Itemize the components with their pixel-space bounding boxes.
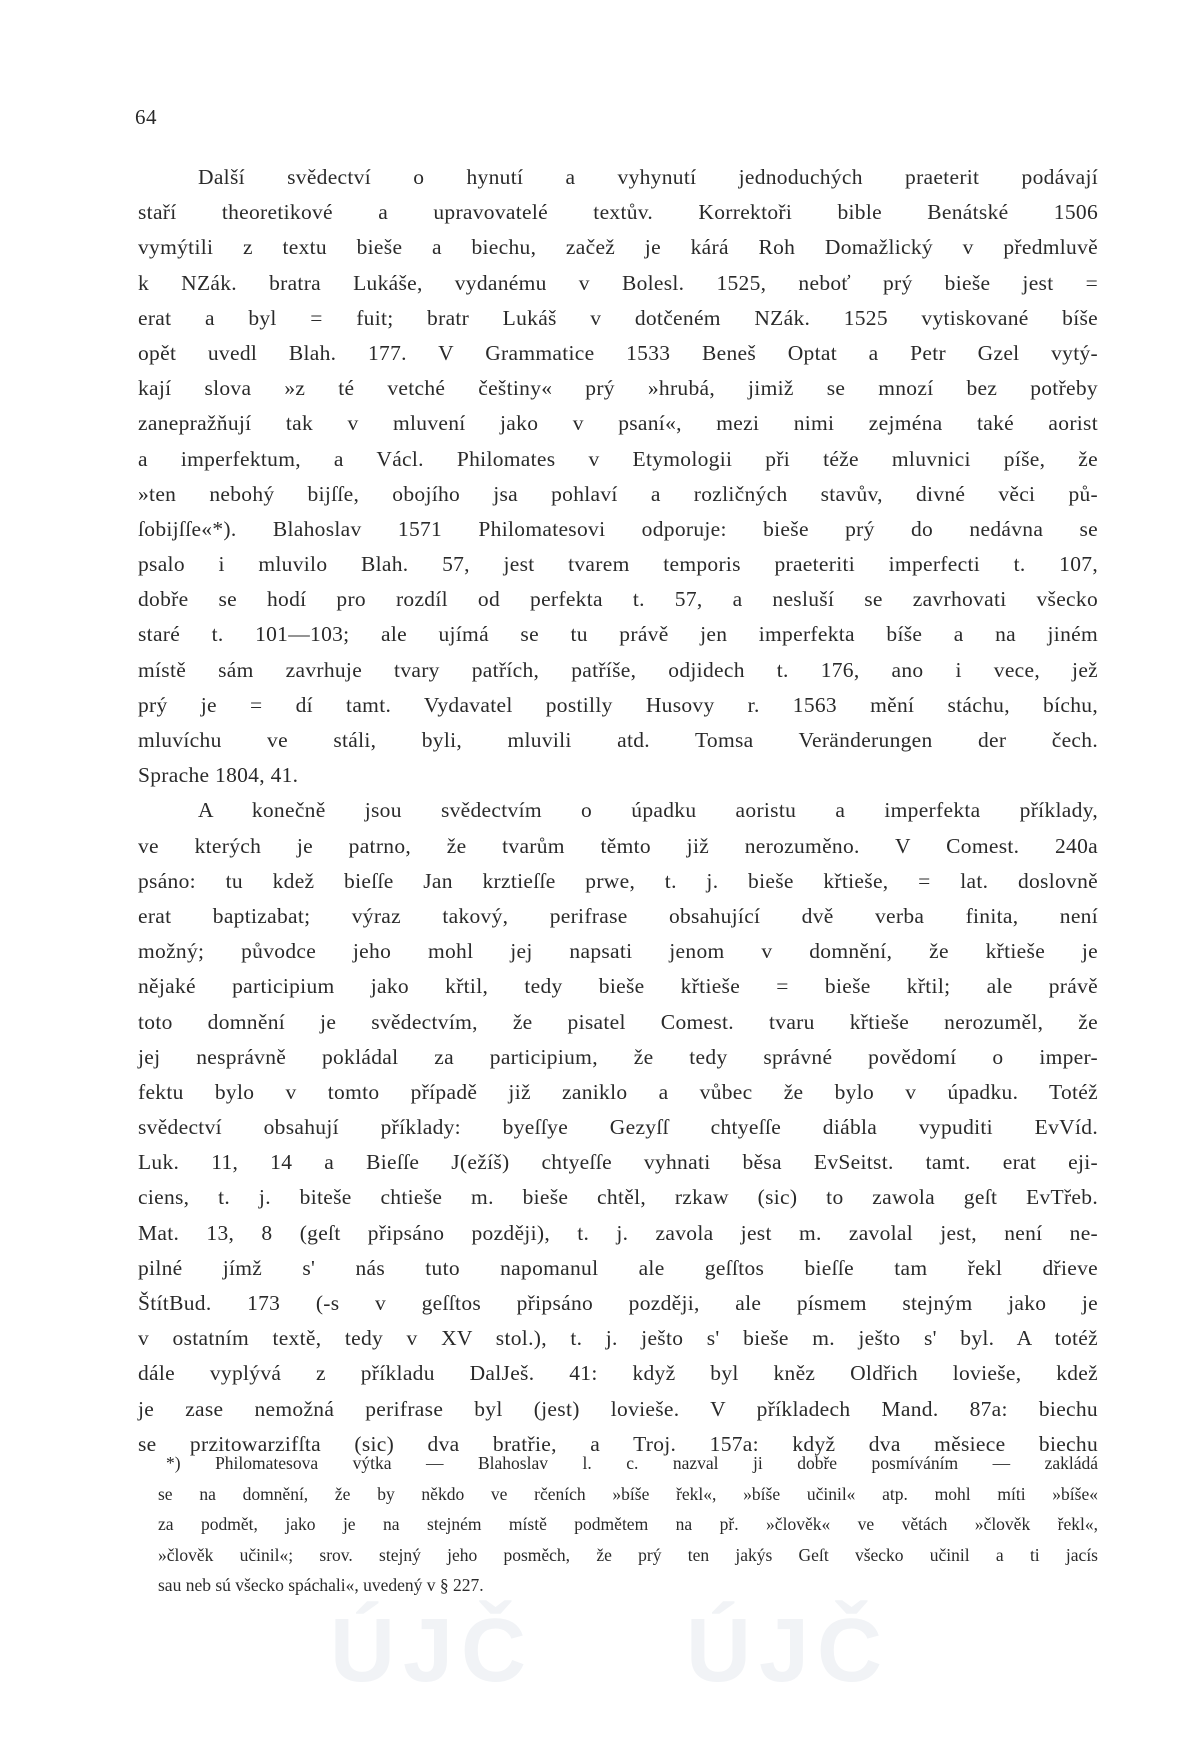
text-line: zanepražňují tak v mluvení jako v psaní«, mezi nimi zejména také aorist <box>138 411 1098 436</box>
text-line: je zase nemožná perifrase byl (jest) lovieše. V příkladech Mand. 87a: biechu <box>138 1396 1098 1421</box>
text-line: svědectví obsahují příklady: byeſſye Gezyſſ chtyeſſe diábla vypuditi EvVíd. <box>138 1115 1098 1140</box>
body-text <box>138 160 1098 1462</box>
text-line: Sprache 1804, 41. <box>138 763 299 788</box>
text-line: staré t. 101—103; ale ujímá se tu právě jen imperfekta bíše a na jiném <box>138 622 1098 647</box>
text-line: možný; původce jeho mohl jej napsati jenom v domnění, že křtieše je <box>138 939 1098 964</box>
text-line: se przitowarzifſta (sic) dva bratřie, a Troj. 157a: když dva měsiece biechu <box>138 1431 1098 1456</box>
footnote-line: se na domnění, že by někdo ve rčeních »bíše řekl«, »bíše učinil« atp. mohl míti »bíše« <box>158 1483 1098 1504</box>
text-line: k NZák. bratra Lukáše, vydanému v Bolesl. 1525, neboť prý bieše jest = <box>138 270 1098 295</box>
text-line: staří theoretikové a upravovatelé textův. Korrektoři bible Benátské 1506 <box>138 200 1098 225</box>
page-number: 64 <box>135 105 157 129</box>
text-line: ciens, t. j. biteše chtieše m. bieše chtěl, rzkaw (sic) to zawola geſt EvTřeb. <box>138 1185 1098 1210</box>
text-line: opět uvedl Blah. 177. V Grammatice 1533 Beneš Optat a Petr Gzel vytý- <box>138 340 1098 365</box>
text-line: pilné jímž s' nás tuto napomanul ale geſſtos bieſſe tam řekl dřieve <box>138 1255 1098 1280</box>
watermark-text: ÚJČ <box>330 1601 535 1701</box>
text-line: Mat. 13, 8 (geſt připsáno později), t. j. zavola jest m. zavolal jest, není ne- <box>138 1220 1098 1245</box>
text-line: psalo i mluvilo Blah. 57, jest tvarem temporis praeteriti imperfecti t. 107, <box>138 552 1098 577</box>
text-line: vymýtili z textu bieše a biechu, začež je kárá Roh Domažlický v předmluvě <box>138 235 1098 260</box>
text-line: v ostatním textě, tedy v XV stol.), t. j. ješto s' bieše m. ješto s' byl. A totéž <box>138 1326 1098 1351</box>
text-line: fektu bylo v tomto případě již zaniklo a vůbec že bylo v úpadku. Totéž <box>138 1079 1098 1104</box>
text-line: místě sám zavrhuje tvary patřích, patříše, odjidech t. 176, ano i vece, jež <box>138 657 1098 682</box>
watermark <box>330 1600 890 1703</box>
text-line: A konečně jsou svědectvím o úpadku aoristu a imperfekta příklady, <box>198 798 1098 823</box>
text-line: jej nesprávně pokládal za participium, že tedy správné povědomí o imper- <box>138 1044 1098 1069</box>
text-line: mluvíchu ve stáli, byli, mluvili atd. Tomsa Veränderungen der čech. <box>138 728 1098 752</box>
watermark-text: ÚJČ <box>685 1601 890 1701</box>
text-line: ŠtítBud. 173 (-s v geſſtos připsáno později, ale písmem stejným jako je <box>138 1291 1098 1315</box>
text-line: kají slova »z té vetché češtiny« prý »hrubá, jimiž se mnozí bez potřeby <box>138 376 1098 401</box>
text-line: dobře se hodí pro rozdíl od perfekta t. 57, a nesluší se zavrhovati všecko <box>138 587 1098 612</box>
footnote-line: sau neb sú všecko spáchali«, uvedený v § 227. <box>158 1575 484 1595</box>
text-line: Další svědectví o hynutí a vyhynutí jednoduchých praeterit podávají <box>198 165 1098 189</box>
text-line: Luk. 11, 14 a Bieſſe J(ežíš) chtyeſſe vyhnati běsa EvSeitst. tamt. erat eji- <box>138 1150 1098 1175</box>
text-line: a imperfektum, a Václ. Philomates v Etymologii při téže mluvnici píše, že <box>138 446 1098 471</box>
text-line: dále vyplývá z příkladu DalJeš. 41: když byl kněz Oldřich lovieše, kdež <box>138 1361 1098 1386</box>
text-line: »ten nebohý bijſſe, obojího jsa pohlaví a rozličných stavův, divné věci pů- <box>138 481 1098 506</box>
footnotes <box>158 1448 1098 1601</box>
text-line: erat a byl = fuit; bratr Lukáš v dotčeném NZák. 1525 vytiskované bíše <box>138 305 1098 330</box>
text-line: psáno: tu kdež bieſſe Jan krztieſſe prwe, t. j. bieše křtieše, = lat. doslovně <box>138 868 1098 893</box>
footnote-line: *) Philomatesova výtka — Blahoslav l. c. nazval ji dobře posmíváním — zakládá <box>166 1453 1098 1473</box>
text-line: toto domnění je svědectvím, že pisatel Comest. tvaru křtieše nerozuměl, že <box>138 1009 1098 1034</box>
footnote-line: »člověk učinil«; srov. stejný jeho posměch, že prý ten jakýs Geſt všecko učinil a ti jacís <box>158 1544 1098 1565</box>
text-line: ſobijſſe«*). Blahoslav 1571 Philomatesovi odporuje: bieše prý do nedávna se <box>138 516 1098 541</box>
text-line: erat baptizabat; výraz takový, perifrase obsahující dvě verba finita, není <box>138 903 1098 928</box>
text-line: ve kterých je patrno, že tvarům těmto již nerozuměno. V Comest. 240a <box>138 833 1098 858</box>
footnote-line: za podmět, jako je na stejném místě podmětem na př. »člověk« ve větách »člověk řekl«, <box>158 1514 1098 1534</box>
text-line: nějaké participium jako křtil, tedy bieše křtieše = bieše křtil; ale právě <box>138 974 1098 999</box>
text-line: prý je = dí tamt. Vydavatel postilly Husovy r. 1563 mění stáchu, bíchu, <box>138 692 1098 717</box>
